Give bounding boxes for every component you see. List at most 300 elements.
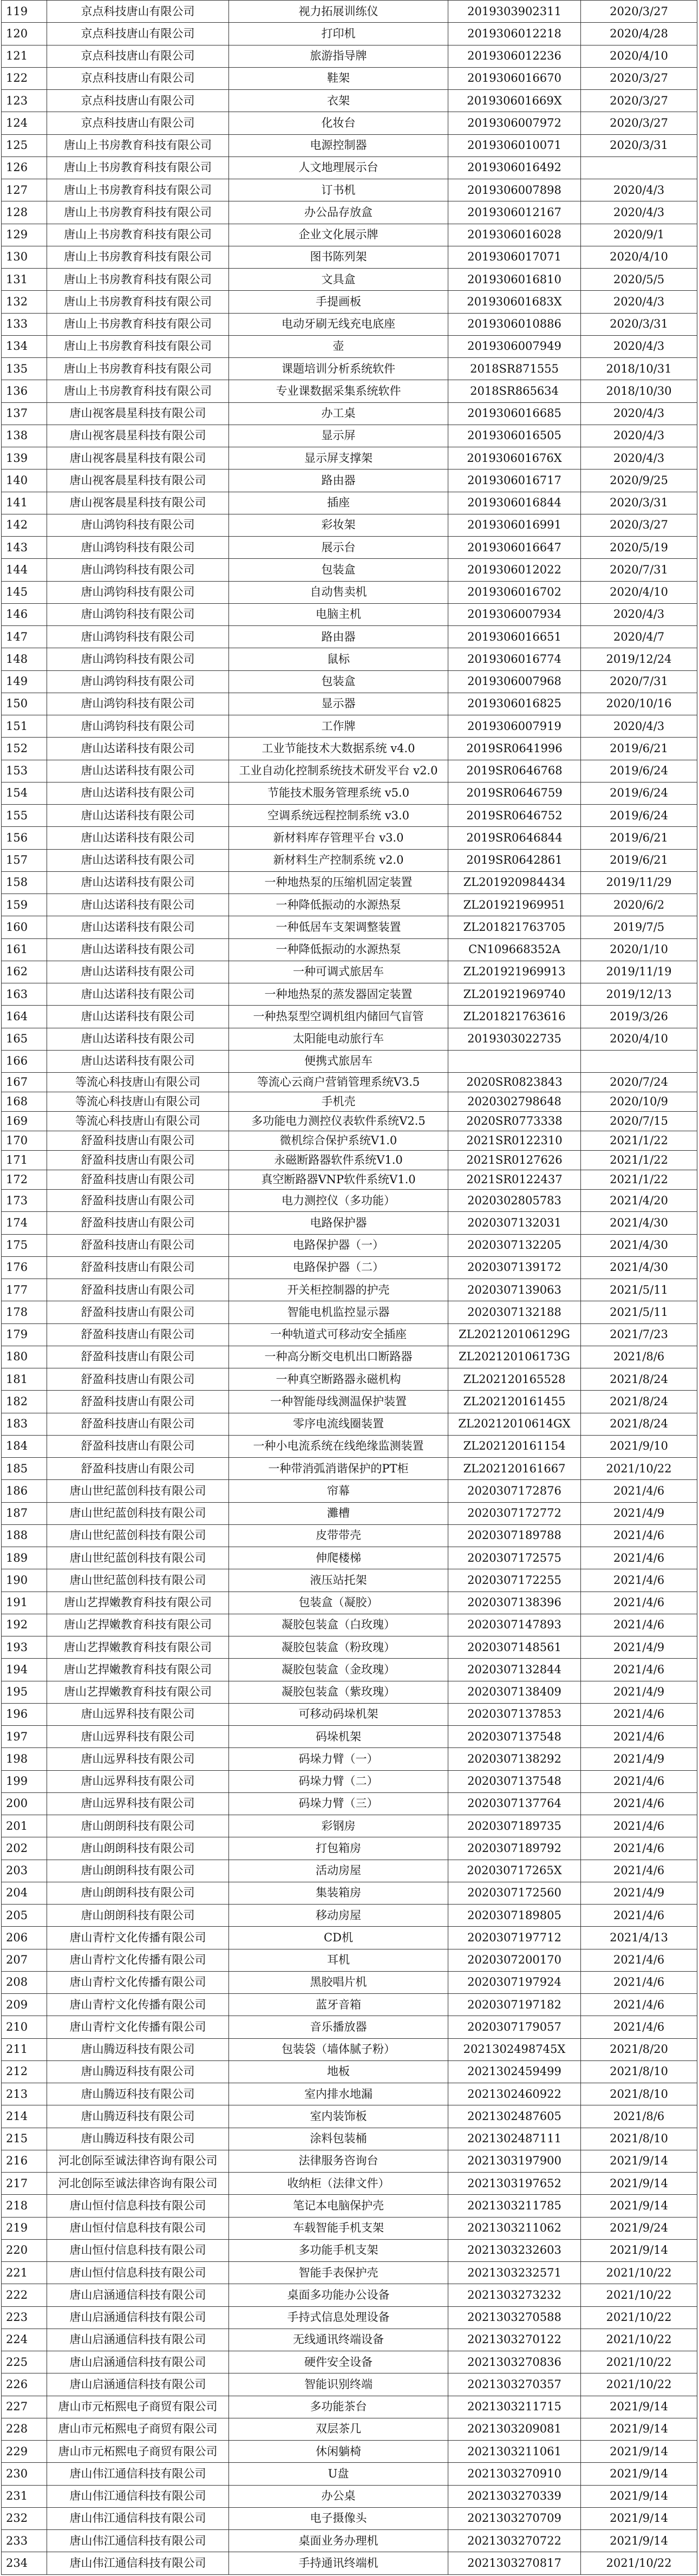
table-row — [2, 1256, 697, 1279]
registration-number-cell: 2020307197924 — [448, 1971, 581, 1993]
table-row — [2, 23, 697, 45]
item-name-cell: 码垛力臂（一） — [229, 1748, 448, 1770]
table-row — [2, 1815, 697, 1837]
table-row — [2, 1028, 697, 1050]
registration-number-cell: ZL201921969740 — [448, 983, 581, 1006]
item-name-cell: 硬件安全设备 — [229, 2351, 448, 2373]
registration-number-cell: 2020307139172 — [448, 1256, 581, 1279]
company-name-cell: 舒盈科技唐山有限公司 — [47, 1301, 229, 1323]
row-number-cell: 202 — [2, 1837, 47, 1860]
date-cell: 2021/4/9 — [581, 1502, 697, 1524]
table-row — [2, 201, 697, 224]
table-row — [2, 224, 697, 246]
registration-number-cell: 2019SR0646759 — [448, 782, 581, 804]
date-cell: 2021/9/14 — [581, 2195, 697, 2217]
date-cell: 2021/4/6 — [581, 1860, 697, 1882]
item-name-cell: 电源控制器 — [229, 134, 448, 156]
registration-number-cell: 201930601683X — [448, 291, 581, 313]
company-name-cell: 舒盈科技唐山有限公司 — [47, 1170, 229, 1190]
table-row — [2, 1170, 697, 1190]
registration-number-cell: 2019306012167 — [448, 201, 581, 224]
registration-number-cell: 201930601669X — [448, 90, 581, 112]
registration-number-cell: 2020307172772 — [448, 1502, 581, 1524]
item-name-cell: 新材料生产控制系统 v2.0 — [229, 849, 448, 871]
table-row — [2, 1151, 697, 1170]
date-cell: 2021/4/6 — [581, 1592, 697, 1614]
item-name-cell: 真空断路器VNP软件系统V1.0 — [229, 1170, 448, 1190]
company-name-cell: 舒盈科技唐山有限公司 — [47, 1256, 229, 1279]
table-row — [2, 2329, 697, 2351]
row-number-cell: 187 — [2, 1502, 47, 1524]
date-cell: 2021/7/23 — [581, 1323, 697, 1346]
registration-number-cell: 2020307148561 — [448, 1636, 581, 1659]
table-row — [2, 626, 697, 648]
date-cell: 2019/12/13 — [581, 983, 697, 1006]
row-number-cell: 159 — [2, 894, 47, 916]
item-name-cell: 办公桌 — [229, 2485, 448, 2507]
date-cell: 2020/3/31 — [581, 313, 697, 335]
item-name-cell: 零序电流线圈装置 — [229, 1413, 448, 1435]
table-row — [2, 1770, 697, 1792]
date-cell: 2020/7/31 — [581, 670, 697, 693]
company-name-cell: 唐山启涵通信科技有限公司 — [47, 2351, 229, 2373]
date-cell: 2019/11/29 — [581, 871, 697, 894]
row-number-cell: 130 — [2, 246, 47, 268]
row-number-cell: 196 — [2, 1703, 47, 1725]
table-row — [2, 894, 697, 916]
row-number-cell: 135 — [2, 358, 47, 380]
company-name-cell: 唐山达诺科技有限公司 — [47, 782, 229, 804]
date-cell: 2021/10/22 — [581, 2262, 697, 2284]
date-cell: 2020/3/31 — [581, 134, 697, 156]
table-row — [2, 2373, 697, 2396]
item-name-cell: 永磁断路器软件系统V1.0 — [229, 1151, 448, 1170]
table-row — [2, 2195, 697, 2217]
row-number-cell: 132 — [2, 291, 47, 313]
row-number-cell: 226 — [2, 2373, 47, 2396]
row-number-cell: 174 — [2, 1212, 47, 1234]
item-name-cell: 帘幕 — [229, 1480, 448, 1502]
registration-number-cell: 2020307132844 — [448, 1659, 581, 1681]
date-cell: 2021/8/6 — [581, 1346, 697, 1368]
date-cell: 2020/9/1 — [581, 224, 697, 246]
date-cell: 2021/4/20 — [581, 1190, 697, 1212]
registration-number-cell: CN109668352A — [448, 938, 581, 961]
company-name-cell: 等流心科技唐山有限公司 — [47, 1112, 229, 1131]
row-number-cell: 149 — [2, 670, 47, 693]
row-number-cell: 136 — [2, 380, 47, 402]
registration-number-cell: 2021302459499 — [448, 2060, 581, 2083]
table-row — [2, 269, 697, 291]
company-name-cell: 唐山上书房教育科技有限公司 — [47, 201, 229, 224]
date-cell: 2021/8/24 — [581, 1391, 697, 1413]
date-cell: 2018/10/30 — [581, 380, 697, 402]
row-number-cell: 221 — [2, 2262, 47, 2284]
date-cell: 2020/4/3 — [581, 335, 697, 357]
date-cell: 2020/4/3 — [581, 291, 697, 313]
item-name-cell: 办公品存放盒 — [229, 201, 448, 224]
company-name-cell: 唐山上书房教育科技有限公司 — [47, 291, 229, 313]
company-name-cell: 唐山上书房教育科技有限公司 — [47, 156, 229, 179]
company-name-cell: 京点科技唐山有限公司 — [47, 45, 229, 67]
table-row — [2, 1837, 697, 1860]
registration-number-cell: 2020302805783 — [448, 1190, 581, 1212]
company-name-cell: 舒盈科技唐山有限公司 — [47, 1151, 229, 1170]
table-row — [2, 1480, 697, 1502]
row-number-cell: 166 — [2, 1050, 47, 1072]
item-name-cell: 桌面业务办理机 — [229, 2530, 448, 2552]
registration-number-cell: 2019306016844 — [448, 492, 581, 514]
registration-number-cell: ZL202120161667 — [448, 1458, 581, 1480]
company-name-cell: 唐山达诺科技有限公司 — [47, 1006, 229, 1028]
registration-number-cell: 2019306012218 — [448, 23, 581, 45]
registration-number-cell: 201930601676X — [448, 447, 581, 469]
company-name-cell: 唐山达诺科技有限公司 — [47, 871, 229, 894]
table-row — [2, 871, 697, 894]
table-row — [2, 112, 697, 134]
row-number-cell: 176 — [2, 1256, 47, 1279]
date-cell: 2021/9/14 — [581, 2441, 697, 2463]
item-name-cell: 鼠标 — [229, 648, 448, 670]
table-row — [2, 1279, 697, 1301]
date-cell: 2021/4/6 — [581, 1905, 697, 1927]
registration-number-cell: 2019SR0642861 — [448, 849, 581, 871]
date-cell: 2020/3/27 — [581, 112, 697, 134]
registration-number-cell: 2020307172560 — [448, 1882, 581, 1904]
registration-number-cell: ZL202120161455 — [448, 1391, 581, 1413]
row-number-cell: 169 — [2, 1112, 47, 1131]
table-row — [2, 2507, 697, 2529]
item-name-cell: 码垛力臂（三） — [229, 1792, 448, 1815]
row-number-cell: 188 — [2, 1524, 47, 1547]
registration-number-cell: 2019306007968 — [448, 670, 581, 693]
company-name-cell: 唐山鸿钧科技有限公司 — [47, 648, 229, 670]
row-number-cell: 146 — [2, 603, 47, 625]
item-name-cell: 插座 — [229, 492, 448, 514]
date-cell: 2020/3/27 — [581, 67, 697, 89]
table-row — [2, 1301, 697, 1323]
date-cell: 2021/10/22 — [581, 1458, 697, 1480]
company-name-cell: 唐山鸿钧科技有限公司 — [47, 670, 229, 693]
table-row — [2, 1792, 697, 1815]
registration-number-cell: 2021303270817 — [448, 2552, 581, 2574]
date-cell: 2021/8/20 — [581, 2038, 697, 2060]
item-name-cell: 显示屏 — [229, 425, 448, 447]
table-row — [2, 738, 697, 760]
item-name-cell: 专业课数据采集系统软件 — [229, 380, 448, 402]
registration-number-cell: 2019306016028 — [448, 224, 581, 246]
row-number-cell: 199 — [2, 1770, 47, 1792]
date-cell: 2021/10/22 — [581, 2552, 697, 2574]
table-row — [2, 983, 697, 1006]
item-name-cell: 一种地热泵的压缩机固定装置 — [229, 871, 448, 894]
row-number-cell: 150 — [2, 693, 47, 715]
row-number-cell: 224 — [2, 2329, 47, 2351]
table-row — [2, 1949, 697, 1971]
registration-number-cell: 2020SR0773338 — [448, 1112, 581, 1131]
item-name-cell: 空调系统远程控制系统 v3.0 — [229, 805, 448, 827]
row-number-cell: 213 — [2, 2083, 47, 2105]
table-row — [2, 514, 697, 536]
row-number-cell: 200 — [2, 1792, 47, 1815]
item-name-cell: 蓝牙音箱 — [229, 1994, 448, 2016]
registration-number-cell: ZL20212010614GX — [448, 1413, 581, 1435]
row-number-cell: 184 — [2, 1435, 47, 1457]
company-name-cell: 唐山鸿钧科技有限公司 — [47, 715, 229, 738]
row-number-cell: 147 — [2, 626, 47, 648]
table-row — [2, 358, 697, 380]
row-number-cell: 153 — [2, 760, 47, 782]
item-name-cell: 一种小电流系统在线绝缘监测装置 — [229, 1435, 448, 1457]
registration-number-cell: 2018SR871555 — [448, 358, 581, 380]
registration-number-cell: 2019306007898 — [448, 179, 581, 201]
date-cell: 2020/4/3 — [581, 447, 697, 469]
company-name-cell: 唐山上书房教育科技有限公司 — [47, 335, 229, 357]
registration-number-cell: 2020302798648 — [448, 1092, 581, 1112]
date-cell: 2021/4/30 — [581, 1212, 697, 1234]
registration-number-cell: 2019306010886 — [448, 313, 581, 335]
registration-number-cell: 2020307132031 — [448, 1212, 581, 1234]
table-row — [2, 1569, 697, 1592]
registration-number-cell: 2019SR0646752 — [448, 805, 581, 827]
item-name-cell: 电子摄像头 — [229, 2507, 448, 2529]
table-row — [2, 537, 697, 559]
table-row — [2, 715, 697, 738]
table-row — [2, 2128, 697, 2150]
item-name-cell: 路由器 — [229, 626, 448, 648]
registration-number-cell: 2020307132188 — [448, 1301, 581, 1323]
registration-number-cell: 2019306016810 — [448, 269, 581, 291]
table-row — [2, 2351, 697, 2373]
date-cell: 2019/6/24 — [581, 782, 697, 804]
registration-number-cell: 2020307179057 — [448, 2016, 581, 2038]
table-row — [2, 1547, 697, 1569]
company-name-cell: 唐山达诺科技有限公司 — [47, 983, 229, 1006]
date-cell: 2021/4/9 — [581, 1748, 697, 1770]
company-name-cell: 舒盈科技唐山有限公司 — [47, 1391, 229, 1413]
registration-number-cell: ZL202120165528 — [448, 1368, 581, 1391]
table-row — [2, 2262, 697, 2284]
item-name-cell: 一种降低振动的水源热泵 — [229, 938, 448, 961]
item-name-cell: 包装盒 — [229, 670, 448, 693]
row-number-cell: 137 — [2, 402, 47, 425]
row-number-cell: 143 — [2, 537, 47, 559]
date-cell: 2020/4/10 — [581, 45, 697, 67]
company-name-cell: 河北创际至诚法律咨询有限公司 — [47, 2173, 229, 2195]
table-row — [2, 1636, 697, 1659]
company-name-cell: 唐山达诺科技有限公司 — [47, 760, 229, 782]
item-name-cell: 等流心云商户营销管理系统V3.5 — [229, 1073, 448, 1092]
company-name-cell: 唐山鸿钧科技有限公司 — [47, 581, 229, 603]
row-number-cell: 212 — [2, 2060, 47, 2083]
row-number-cell: 228 — [2, 2418, 47, 2440]
item-name-cell: 电路保护器（一） — [229, 1234, 448, 1256]
item-name-cell: 包装盒（凝胶） — [229, 1592, 448, 1614]
row-number-cell: 168 — [2, 1092, 47, 1112]
company-name-cell: 唐山远界科技有限公司 — [47, 1726, 229, 1748]
registration-number-cell: 2019306016825 — [448, 693, 581, 715]
item-name-cell: 旅游指导牌 — [229, 45, 448, 67]
registration-number-cell: 2020307189805 — [448, 1905, 581, 1927]
date-cell: 2021/1/22 — [581, 1131, 697, 1151]
registration-number-cell: ZL201920984434 — [448, 871, 581, 894]
row-number-cell: 225 — [2, 2351, 47, 2373]
company-name-cell: 唐山鸿钧科技有限公司 — [47, 559, 229, 581]
date-cell: 2021/4/6 — [581, 1614, 697, 1636]
item-name-cell: 显示屏支撑架 — [229, 447, 448, 469]
company-name-cell: 唐山世纪蓝创科技有限公司 — [47, 1502, 229, 1524]
row-number-cell: 164 — [2, 1006, 47, 1028]
date-cell: 2020/9/25 — [581, 469, 697, 492]
table-row — [2, 2038, 697, 2060]
company-name-cell: 唐山伟江通信科技有限公司 — [47, 2485, 229, 2507]
company-name-cell: 唐山艺捍嫩教育科技有限公司 — [47, 1681, 229, 1703]
item-name-cell: 化妆台 — [229, 112, 448, 134]
date-cell: 2020/3/27 — [581, 90, 697, 112]
company-name-cell: 唐山鸿钧科技有限公司 — [47, 603, 229, 625]
table-row — [2, 670, 697, 693]
row-number-cell: 163 — [2, 983, 47, 1006]
table-row — [2, 2083, 697, 2105]
row-number-cell: 179 — [2, 1323, 47, 1346]
table-row — [2, 45, 697, 67]
item-name-cell: 打包箱房 — [229, 1837, 448, 1860]
item-name-cell: 凝胶包装盒（金玫瑰） — [229, 1659, 448, 1681]
table-row — [2, 1435, 697, 1457]
item-name-cell: 智能手表保护壳 — [229, 2262, 448, 2284]
item-name-cell: 衣架 — [229, 90, 448, 112]
date-cell: 2019/7/5 — [581, 916, 697, 938]
date-cell: 2021/9/24 — [581, 2217, 697, 2239]
registration-number-cell: 2020307138292 — [448, 1748, 581, 1770]
item-name-cell: 皮带带壳 — [229, 1524, 448, 1547]
registration-number-cell: 2021SR0127626 — [448, 1151, 581, 1170]
company-name-cell: 唐山鸿钧科技有限公司 — [47, 693, 229, 715]
registration-number-cell: ZL202120106173G — [448, 1346, 581, 1368]
date-cell: 2018/10/31 — [581, 358, 697, 380]
item-name-cell: 多功能电力测控仪表软件系统V2.5 — [229, 1112, 448, 1131]
row-number-cell: 178 — [2, 1301, 47, 1323]
row-number-cell: 133 — [2, 313, 47, 335]
table-row — [2, 1323, 697, 1346]
row-number-cell: 124 — [2, 112, 47, 134]
table-row — [2, 827, 697, 849]
row-number-cell: 181 — [2, 1368, 47, 1391]
table-row — [2, 961, 697, 983]
company-name-cell: 唐山朗朗科技有限公司 — [47, 1882, 229, 1904]
registration-number-cell: ZL201921969951 — [448, 894, 581, 916]
row-number-cell: 155 — [2, 805, 47, 827]
date-cell: 2019/6/21 — [581, 738, 697, 760]
registration-number-cell: 2020307137548 — [448, 1726, 581, 1748]
date-cell: 2021/4/9 — [581, 1636, 697, 1659]
company-name-cell: 唐山伟江通信科技有限公司 — [47, 2463, 229, 2485]
item-name-cell: 室内排水地漏 — [229, 2083, 448, 2105]
company-name-cell: 唐山世纪蓝创科技有限公司 — [47, 1547, 229, 1569]
company-name-cell: 唐山启涵通信科技有限公司 — [47, 2306, 229, 2329]
table-row — [2, 1927, 697, 1949]
company-name-cell: 唐山腾迈科技有限公司 — [47, 2083, 229, 2105]
table-row — [2, 1458, 697, 1480]
registration-number-cell: 2021SR0122310 — [448, 1131, 581, 1151]
row-number-cell: 203 — [2, 1860, 47, 1882]
registration-number-cell: 2021303232603 — [448, 2239, 581, 2261]
company-name-cell: 唐山达诺科技有限公司 — [47, 894, 229, 916]
row-number-cell: 160 — [2, 916, 47, 938]
table-row — [2, 693, 697, 715]
table-row — [2, 2306, 697, 2329]
registration-number-cell: 202030717265X — [448, 1860, 581, 1882]
row-number-cell: 126 — [2, 156, 47, 179]
item-name-cell: 电路保护器（二） — [229, 1256, 448, 1279]
registration-number-cell: 2020SR0823843 — [448, 1073, 581, 1092]
table-row — [2, 1592, 697, 1614]
registration-number-cell: 2021302487605 — [448, 2105, 581, 2128]
date-cell: 2020/5/19 — [581, 537, 697, 559]
table-row — [2, 1391, 697, 1413]
item-name-cell: 一种低居车支架调整装置 — [229, 916, 448, 938]
registration-number-cell: 2019306007972 — [448, 112, 581, 134]
company-name-cell: 唐山朗朗科技有限公司 — [47, 1837, 229, 1860]
row-number-cell: 186 — [2, 1480, 47, 1502]
item-name-cell: 活动房屋 — [229, 1860, 448, 1882]
company-name-cell: 舒盈科技唐山有限公司 — [47, 1212, 229, 1234]
table-row — [2, 1502, 697, 1524]
item-name-cell: 一种轨道式可移动安全插座 — [229, 1323, 448, 1346]
item-name-cell: 收纳柜（法律文件） — [229, 2173, 448, 2195]
company-name-cell: 舒盈科技唐山有限公司 — [47, 1435, 229, 1457]
date-cell: 2021/5/11 — [581, 1279, 697, 1301]
date-cell: 2021/4/6 — [581, 1949, 697, 1971]
row-number-cell: 189 — [2, 1547, 47, 1569]
date-cell: 2021/9/14 — [581, 2530, 697, 2552]
date-cell: 2021/4/6 — [581, 1547, 697, 1569]
table-row — [2, 492, 697, 514]
date-cell: 2019/6/24 — [581, 760, 697, 782]
table-row — [2, 1006, 697, 1028]
item-name-cell: 车载智能手机支架 — [229, 2217, 448, 2239]
registration-number-cell: 2021303270836 — [448, 2351, 581, 2373]
company-name-cell: 唐山恒付信息科技有限公司 — [47, 2217, 229, 2239]
row-number-cell: 180 — [2, 1346, 47, 1368]
item-name-cell: 码垛力臂（二） — [229, 1770, 448, 1792]
company-name-cell: 等流心科技唐山有限公司 — [47, 1073, 229, 1092]
row-number-cell: 215 — [2, 2128, 47, 2150]
table-row — [2, 179, 697, 201]
date-cell: 2021/4/6 — [581, 1792, 697, 1815]
registration-number-cell: 2020307137764 — [448, 1792, 581, 1815]
registration-number-cell: 2019306016651 — [448, 626, 581, 648]
date-cell: 2021/4/6 — [581, 1524, 697, 1547]
registration-number-cell: 2021303209081 — [448, 2418, 581, 2440]
company-name-cell: 唐山青柠文化传播有限公司 — [47, 2016, 229, 2038]
row-number-cell: 128 — [2, 201, 47, 224]
table-row — [2, 1368, 697, 1391]
table-row — [2, 2016, 697, 2038]
item-name-cell: CD机 — [229, 1927, 448, 1949]
table-row — [2, 1112, 697, 1131]
item-name-cell: 智能识别终端 — [229, 2373, 448, 2396]
row-number-cell: 206 — [2, 1927, 47, 1949]
item-name-cell: 包装盒 — [229, 559, 448, 581]
date-cell: 2021/9/14 — [581, 2150, 697, 2172]
item-name-cell: 一种地热泵的蒸发器固定装置 — [229, 983, 448, 1006]
item-name-cell: 新材料库存管理平台 v3.0 — [229, 827, 448, 849]
table-row — [2, 1994, 697, 2016]
item-name-cell: 手持式信息处理设备 — [229, 2306, 448, 2329]
company-name-cell: 唐山鸿钧科技有限公司 — [47, 537, 229, 559]
company-name-cell: 唐山鸿钧科技有限公司 — [47, 626, 229, 648]
